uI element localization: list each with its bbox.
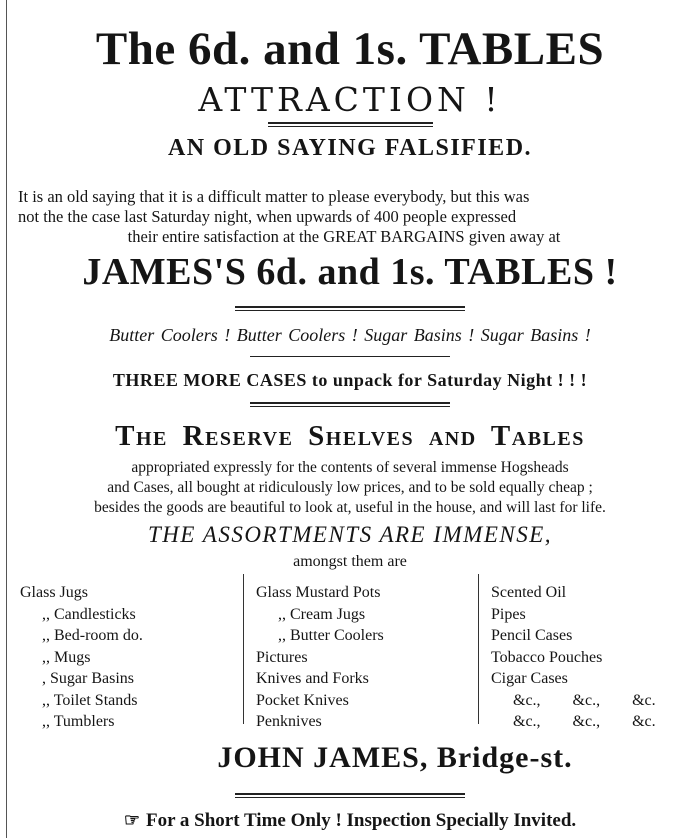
list-item: Pencil Cases — [491, 627, 573, 644]
list-item: ,, Candlesticks — [42, 605, 136, 623]
list-item: Cigar Cases — [491, 670, 568, 687]
list-item: ,, Bed-room do. — [42, 627, 143, 644]
list-item: Scented Oil — [491, 584, 567, 601]
headline: The 6d. and 1s. TABLES — [95, 23, 605, 75]
divider-rule — [0, 356, 700, 357]
reserve-paragraph — [0, 458, 700, 518]
tables-title: JAMES'S 6d. and 1s. TABLES ! — [82, 251, 618, 293]
cases-notice: THREE MORE CASES to unpack for Saturday Night ! ! ! — [112, 370, 588, 390]
pointing-hand-icon: ☞ — [123, 810, 140, 830]
subheadline: ATTRACTION ! — [198, 80, 502, 119]
intro-line: their entire satisfaction at the GREAT BARGAINS given away at — [127, 227, 561, 246]
reserve-line: appropriated expressly for the contents of several immense Hogsheads — [131, 459, 569, 476]
list-item: Pocket Knives — [256, 691, 349, 709]
column-divider — [478, 574, 479, 724]
list-item: Glass Mustard Pots — [256, 584, 381, 601]
list-item: Pictures — [256, 648, 308, 666]
list-item: &c., &c., &c. — [513, 691, 656, 709]
list-item: , Sugar Basins — [42, 670, 134, 687]
signature: JOHN JAMES, Bridge-st. — [217, 741, 573, 774]
reserve-line: and Cases, all bought at ridiculously low prices, and to be sold equally cheap ; — [107, 479, 593, 496]
reserve-title: The Reserve Shelves and Tables — [115, 420, 585, 452]
list-item: ,, Cream Jugs — [278, 605, 366, 623]
goods-column-3 — [491, 582, 656, 733]
list-item: Tobacco Pouches — [491, 648, 603, 666]
divider-rule — [0, 402, 700, 407]
intro-line: It is an old saying that it is a difficult matter to please everybody, but this was — [18, 187, 530, 206]
divider-rule — [0, 122, 700, 127]
list-item: Pipes — [491, 605, 526, 623]
saying-title: AN OLD SAYING FALSIFIED. — [167, 135, 533, 161]
reserve-line: besides the goods are beautiful to look at, useful in the house, and will last for life. — [94, 499, 606, 516]
divider-rule — [0, 306, 700, 311]
list-item: ,, Tumblers — [42, 713, 115, 730]
intro-paragraph — [18, 187, 700, 247]
items-banner: Butter Coolers ! Butter Coolers ! Sugar Basins ! Sugar Basins ! — [109, 325, 591, 345]
list-item: ,, Toilet Stands — [42, 691, 138, 709]
column-divider — [243, 574, 244, 724]
assortments-title: THE ASSORTMENTS ARE IMMENSE, — [147, 522, 553, 547]
list-item: ,, Butter Coolers — [278, 627, 384, 644]
list-item: &c., &c., &c. — [513, 713, 656, 730]
list-item: Knives and Forks — [256, 670, 369, 687]
footer-text: For a Short Time Only ! Inspection Specially Invited. — [145, 810, 577, 831]
intro-line: not the the case last Saturday night, when upwards of 400 people expressed — [18, 207, 517, 226]
divider-rule — [0, 793, 700, 798]
list-item: ,, Mugs — [42, 648, 91, 666]
footer-line — [0, 810, 700, 832]
list-item: Penknives — [256, 713, 322, 730]
amongst-label: amongst them are — [293, 553, 407, 570]
goods-column-2 — [256, 582, 384, 733]
goods-column-1 — [20, 582, 143, 733]
list-item: Glass Jugs — [20, 584, 89, 601]
